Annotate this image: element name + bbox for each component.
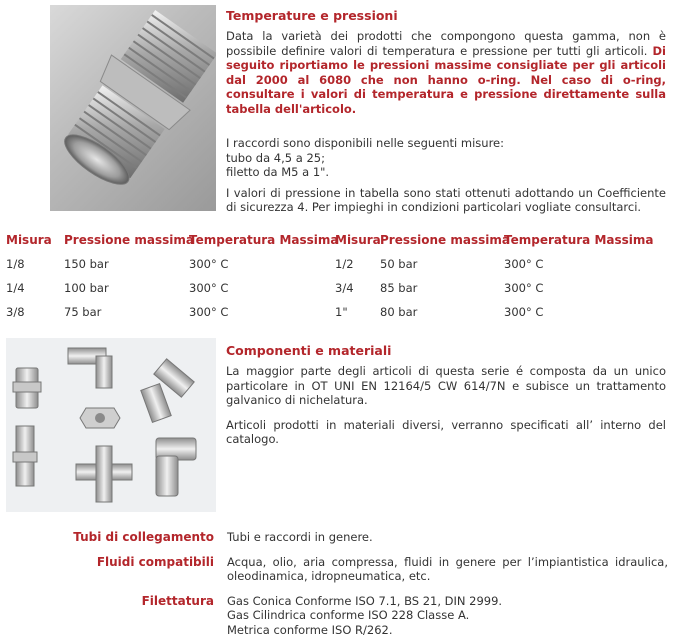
straight-nipple-icon bbox=[13, 368, 41, 408]
hex-nut-icon bbox=[80, 408, 120, 428]
col-header-pressione: Pressione massima bbox=[64, 233, 194, 247]
cell-misura: 1/4 bbox=[6, 281, 25, 295]
col-header-temperatura: Temperatura Massima bbox=[189, 233, 339, 247]
cell-temperatura-2: 300° C bbox=[504, 257, 544, 271]
safety-coefficient-note: I valori di pressione in tabella sono stati ottenuti adottando un Coefficiente di sicurezza 4. Per impieghi in condizioni particolari vogliate consultarci. bbox=[226, 185, 666, 214]
filettatura-line: Gas Cilindrica conforme ISO 228 Classe A. bbox=[227, 608, 470, 622]
sizes-line: filetto da M5 a 1". bbox=[226, 165, 330, 179]
fitting-photo bbox=[50, 5, 216, 211]
table-header-row bbox=[6, 233, 668, 257]
elbow-fitting-icon bbox=[68, 348, 112, 388]
fittings-assortment-image bbox=[6, 338, 216, 512]
threaded-elbow-icon bbox=[156, 438, 196, 496]
sizes-block bbox=[226, 136, 666, 180]
pressure-note: Di seguito riportiamo le pressioni massime consigliate per gli articoli dal 2000 al 6080 che non hanno o-ring. Nel caso di o-ring, consultare i valori di temperatura e pressione direttamente sulla tabella dell'articolo. bbox=[226, 43, 666, 116]
filettatura-label: Filettatura bbox=[141, 593, 214, 608]
cell-misura-2: 1" bbox=[335, 305, 348, 319]
spec-row-tubi bbox=[6, 530, 668, 545]
fluidi-value: Acqua, olio, aria compressa, fluidi in genere per l’impiantistica idraulica, oleodinamica, idropneumatica, etc. bbox=[227, 554, 668, 583]
col-header-misura-2: Misura bbox=[335, 233, 381, 247]
cell-temperatura: 300° C bbox=[189, 281, 229, 295]
nipple-fitting-image bbox=[50, 5, 216, 211]
filettatura-line: Gas Conica Conforme ISO 7.1, BS 21, DIN 2999. bbox=[227, 593, 503, 608]
col-header-temperatura-2: Temperatura Massima bbox=[504, 233, 654, 247]
temperature-section bbox=[226, 8, 666, 225]
y-fitting-icon bbox=[141, 359, 194, 423]
sizes-line: I raccordi sono disponibili nelle seguenti misure: bbox=[226, 136, 504, 150]
cell-temperatura: 300° C bbox=[189, 257, 229, 271]
materials-title: Componenti e materiali bbox=[226, 343, 392, 358]
col-header-misura: Misura bbox=[6, 233, 52, 247]
materials-section bbox=[226, 343, 666, 457]
tubi-label: Tubi di collegamento bbox=[73, 530, 214, 544]
cell-pressione: 75 bar bbox=[64, 305, 102, 319]
cell-pressione-2: 85 bar bbox=[380, 281, 418, 295]
pressure-table bbox=[6, 233, 668, 329]
sizes-line: tubo da 4,5 a 25; bbox=[226, 150, 325, 165]
cell-misura-2: 1/2 bbox=[335, 257, 354, 271]
fluidi-label: Fluidi compatibili bbox=[96, 554, 214, 569]
spec-row-fluidi bbox=[6, 555, 668, 584]
table-row bbox=[6, 305, 668, 329]
cell-temperatura-2: 300° C bbox=[504, 281, 544, 295]
table-row bbox=[6, 257, 668, 281]
temperature-intro bbox=[226, 29, 666, 116]
cell-misura-2: 3/4 bbox=[335, 281, 354, 295]
specs-list bbox=[6, 530, 668, 643]
fittings-assortment-photo bbox=[6, 338, 216, 512]
filettatura-line: Metrica conforme ISO R/262. bbox=[227, 622, 393, 637]
cell-pressione: 150 bar bbox=[64, 257, 109, 271]
tubi-value: Tubi e raccordi in genere. bbox=[227, 530, 373, 544]
spec-row-filettatura bbox=[6, 594, 668, 638]
cell-pressione-2: 80 bar bbox=[380, 305, 418, 319]
cell-temperatura-2: 300° C bbox=[504, 305, 544, 319]
cell-misura: 3/8 bbox=[6, 305, 25, 319]
cell-temperatura: 300° C bbox=[189, 305, 229, 319]
cross-fitting-icon bbox=[76, 446, 132, 502]
materials-note: Articoli prodotti in materiali diversi, verranno specificati all’ interno del catalogo. bbox=[226, 417, 666, 446]
reducer-nipple-icon bbox=[13, 426, 37, 486]
intro-text: Data la varietà dei prodotti che compongono questa gamma, non è possibile definire valori di temperatura e pressione per tutti gli articoli. bbox=[226, 29, 666, 58]
temperature-title: Temperature e pressioni bbox=[226, 8, 398, 23]
table-row bbox=[6, 281, 668, 305]
filettatura-values bbox=[227, 594, 668, 638]
materials-paragraph: La maggior parte degli articoli di questa serie é composta da un unico particolare in OT UNI EN 12164/5 CW 614/7N e subisce un trattamento galvanico di nichelatura. bbox=[226, 364, 666, 407]
cell-pressione: 100 bar bbox=[64, 281, 109, 295]
cell-misura: 1/8 bbox=[6, 257, 25, 271]
col-header-pressione-2: Pressione massima bbox=[380, 233, 510, 247]
cell-pressione-2: 50 bar bbox=[380, 257, 418, 271]
